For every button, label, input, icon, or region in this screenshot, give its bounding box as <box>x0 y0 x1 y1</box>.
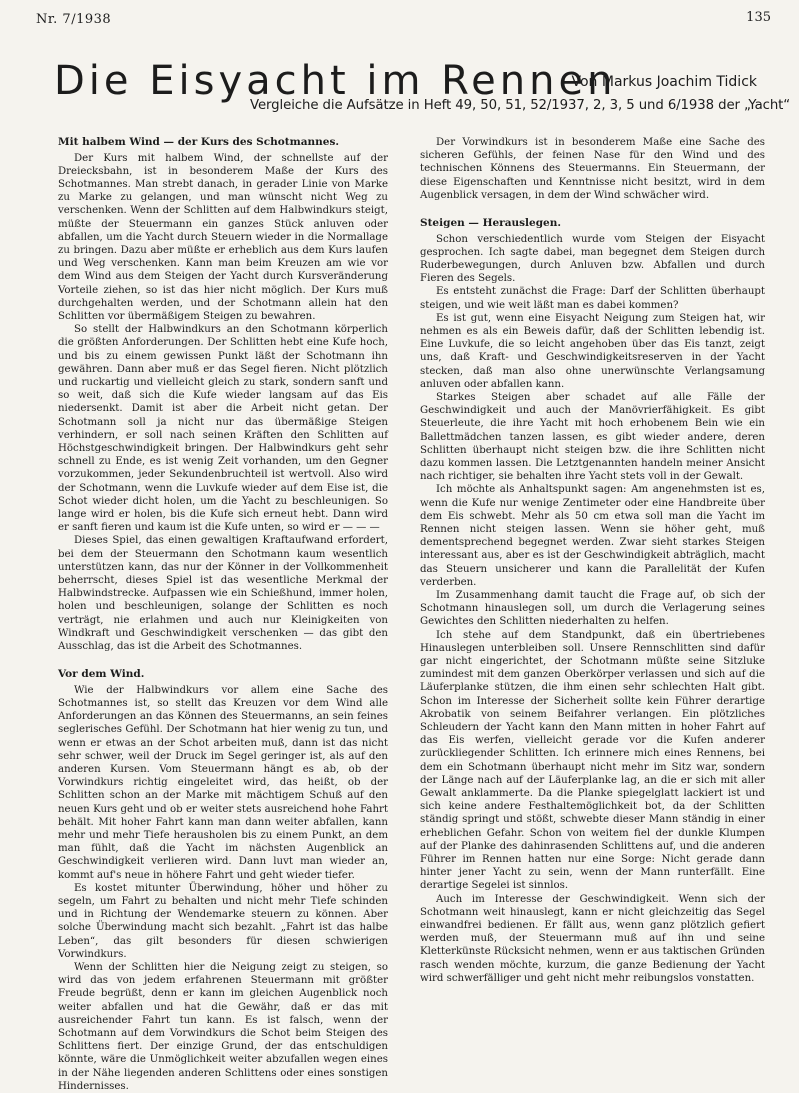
paragraph: Auch im Interesse der Geschwindigkeit. Wenn sich der Schotmann weit hinauslegt, kann er nicht gleichzeitig das Segel einwandfrei bedienen. Er fällt aus, wenn ganz plötzlich gefiert werden muß, der Steuermann muß auf ihn und seine Kletterkünste Rücksicht nehmen, wenn er aus taktischen Gründen rasch wenden möchte, kurzum, die ganze Bedienung der Yacht wird schwerfälliger und geht nicht mehr reibungslos vonstatten. <box>420 893 765 984</box>
paragraph: Wenn der Schlitten hier die Neigung zeigt zu steigen, so wird das von jedem erfahrenen Steuermann mit größter Freude begrüßt, denn er kann im gleichen Augenblick noch weiter abfallen und hat die Gewähr, daß er das mit ausreichender Fahrt tun kann. Es ist falsch, wenn der Schotmann auf dem Vorwindkurs die Schot beim Steigen des Schlittens fiert. Der einzige Grund, der das entschuldigen könnte, wäre die Unmöglichkeit weiter abzufallen wegen eines in der Nähe liegenden anderen Schlittens oder eines sonstigen Hindernisses. <box>58 961 388 1092</box>
paragraph: Der Kurs mit halbem Wind, der schnellste auf der Dreiecksbahn, ist in besonderem Maße der Kurs des Schotmannes. Man strebt danach, in gerader Linie von Marke zu Marke zu gelangen, und man wünscht nicht Weg zu verschenken. Wenn der Schlitten auf dem Halbwindkurs steigt, müßte der Steuermann ein ganzes Stück anluven oder abfallen, um die Yacht durch Steuern wieder in die Normallage zu bringen. Dazu aber müßte er erheblich aus dem Kurs laufen und Weg verschenken. Kann man beim Kreuzen am wie vor dem Wind aus dem Steigen der Yacht durch Kursveränderung Vorteile ziehen, so ist das hier nicht möglich. Der Kurs muß durchgehalten werden, und der Schotmann allein hat den Schlitten vor übermäßigem Steigen zu bewahren. <box>58 152 388 322</box>
section-heading-halbwind: Mit halbem Wind — der Kurs des Schotmannes. <box>58 136 340 148</box>
article-author: Von Markus Joachim Tidick <box>571 74 757 90</box>
issue-number: Nr. 7/1938 <box>36 12 112 27</box>
paragraph: Starkes Steigen aber schadet auf alle Fälle der Geschwindigkeit und auch der Manövrierfähigkeit. Es gibt Steuerleute, die ihre Yacht mit hoch erhobenem Bein wie ein Ballettmädchen tanzen lassen, es gibt wieder andere, deren Schlitten überhaupt nicht steigen bzw. die ihre Schlitten nicht dazu kommen lassen. Die Letztgenannten handeln meiner Ansicht nach richtiger, sie behalten ihre Yacht stets voll in der Gewalt. <box>420 391 765 483</box>
paragraph: Ich stehe auf dem Standpunkt, daß ein übertriebenes Hinauslegen unterbleiben soll. Unsere Rennschlitten sind dafür gar nicht eingerichtet, der Schotmann müßte seine Sitzluke zumindest mit dem ganzen Oberkörper verlassen und sich auf die Läuferplanke stützen, die ihm einen sehr schlechten Halt gibt. Schon im Interesse der Sicherheit sollte kein Führer derartige Akrobatik von seinem Beifahrer verlangen. Ein plötzliches Schleudern der Yacht kann den Mann mitten in hoher Fahrt auf das Eis werfen, vielleicht gerade vor die Kufen anderer zurückliegender Schlitten. Ich erinnere mich eines Rennens, bei dem ein Schotmann überhaupt nicht mehr im Sitz war, sondern der Länge nach auf der Läuferplanke lag, an die er sich mit aller Gewalt anklammerte. Da die Planke spiegelglatt lackiert ist und sich keine andere Festhaltemöglichkeit bot, da der Schlitten ständig springt und stößt, schwebte dieser Mann ständig in einer erheblichen Gefahr. Schon von weitem fiel der dunkle Klumpen auf der Planke des dahinrasenden Schlittens auf, und die anderen Führer im Rennen hatten nur eine Sorge: Nicht gerade dann hinter jener Yacht zu sein, wenn der Mann runterfällt. Eine derartige Segelei ist sinnlos. <box>420 629 765 892</box>
page-number: 135 <box>746 10 771 25</box>
paragraph: So stellt der Halbwindkurs an den Schotmann körperlich die größten Anforderungen. Der Schlitten hebt eine Kufe hoch, und bis zu einem gewissen Punkt läßt der Schotmann ihn gewähren. Dann aber muß er das Segel fieren. Nicht plötzlich und ruckartig und vielleicht gleich zu stark, sondern sanft und so weit, daß sich die Kufe wieder langsam auf das Eis niedersenkt. Damit ist aber die Arbeit nicht getan. Der Schotmann soll ja nicht nur das übermäßige Steigen verhindern, er soll nach seinen Kräften den Schlitten auf Höchstgeschwindigkeit bringen. Der Halbwindkurs geht sehr schnell zu Ende, es ist wenig Zeit vorhanden, um den Gegner vorzukommen, jeder Sekundenbruchteil ist wertvoll. Also wird der Schotmann, wenn die Luvkufe wieder auf dem Eise ist, die Schot wieder dicht holen, um die Yacht zu beschleunigen. So lange wird er holen, bis die Kufe sich erneut hebt. Dann wird er sanft fieren und kaum ist die Kufe unten, so wird er — — — <box>58 324 388 534</box>
paragraph: Ich möchte als Anhaltspunkt sagen: Am angenehmsten ist es, wenn die Kufe nur wenige Zentimeter oder eine Handbreite über dem Eis schwebt. Mehr als 50 cm etwa soll man die Yacht im Rennen nicht steigen lassen. Wenn sie höher geht, muß dementsprechend begegnet werden. Zwar sieht starkes Steigen interessant aus, aber es ist der Geschwindigkeit abträglich, macht das Steuern unsicherer und kann die Parallelität der Kufen verderben. <box>420 484 765 588</box>
section-heading-steigen: Steigen — Herauslegen. <box>420 217 562 230</box>
paragraph: Es entsteht zunächst die Frage: Darf der Schlitten überhaupt steigen, und wie weit läßt man es dabei kommen? <box>420 286 765 311</box>
article-title: Die Eisyacht im Rennen <box>54 58 617 104</box>
section-heading-vorwind: Vor dem Wind. <box>58 668 145 681</box>
paragraph: Der Vorwindkurs ist in besonderem Maße eine Sache des sicheren Gefühls, der feinen Nase für den Wind und des technischen Könnens des Steuermanns. Ein Steuermann, der diese Eigenschaften und Kenntnisse nicht besitzt, wird in dem Augenblick versagen, in dem der Wind schwächer wird. <box>420 137 765 201</box>
section-gap <box>58 653 388 668</box>
paragraph: Es ist gut, wenn eine Eisyacht Neigung zum Steigen hat, wir nehmen es als ein Beweis dafür, daß der Schlitten lebendig ist. Eine Luvkufe, die so leicht angehoben über das Eis tanzt, zeigt uns, daß Kraft- und Geschwindigkeitsreserven in der Yacht stecken, daß man also ohne unerwünschte Verlangsamung anluven oder abfallen kann. <box>420 312 765 390</box>
text-column-left <box>58 136 388 1093</box>
text-column-right <box>420 136 765 985</box>
article-subtitle: Vergleiche die Aufsätze in Heft 49, 50, 51, 52/1937, 2, 3, 5 und 6/1938 der „Yacht“ <box>250 98 791 113</box>
paragraph: Dieses Spiel, das einen gewaltigen Kraftaufwand erfordert, bei dem der Steuermann den Schotmann kaum wesentlich unterstützen kann, das nur der Könner in der Vollkommenheit beherrscht, dieses Spiel ist das wesentliche Merkmal der Halbwindstrecke. Aufpassen wie ein Schießhund, immer holen, holen und beschleunigen, solange der Schlitten es noch verträgt, nie erlahmen und auch nur Kleinigkeiten von Windkraft und Geschwindigkeit verschenken — das gibt den Ausschlag, das ist die Arbeit des Schotmannes. <box>58 535 388 653</box>
paragraph: Es kostet mitunter Überwindung, höher und höher zu segeln, um Fahrt zu behalten und nicht mehr Tiefe schinden und in Richtung der Wendemarke steuern zu können. Aber solche Überwindung macht sich bezahlt. „Fahrt ist das halbe Leben“, das gilt besonders für diesen schwierigen Vorwindkurs. <box>58 882 388 960</box>
paragraph: Schon verschiedentlich wurde vom Steigen der Eisyacht gesprochen. Ich sagte dabei, man begegnet dem Steigen durch Ruderbewegungen, durch Anluven bzw. Abfallen und durch Fieren des Segels. <box>420 233 765 285</box>
paragraph: Im Zusammenhang damit taucht die Frage auf, ob sich der Schotmann hinauslegen soll, um durch die Verlagerung seines Gewichtes den Schlitten niederhalten zu helfen. <box>420 590 765 628</box>
paragraph: Wie der Halbwindkurs vor allem eine Sache des Schotmannes ist, so stellt das Kreuzen vor dem Wind alle Anforderungen an das Können des Steuermanns, an sein feines seglerisches Gefühl. Der Schotmann hat hier wenig zu tun, und wenn er etwas an der Schot arbeiten muß, dann ist das nicht sehr schwer, weil der Druck im Segel geringer ist, als auf den anderen Kursen. Vom Steuermann hängt es ab, ob der Vorwindkurs richtig eingeleitet wird, das heißt, ob der Schlitten schon an der Marke mit mächtigem Schuß auf den neuen Kurs geht und ob er weiter stets ausreichend hohe Fahrt behält. Mit hoher Fahrt kann man dann weiter abfallen, kann mehr und mehr Tiefe herausholen bis zu einem Punkt, an dem man fühlt, daß die Yacht im nächsten Augenblick an Geschwindigkeit verlieren wird. Dann luvt man wieder an, kommt auf's neue in höhere Fahrt und geht wieder tiefer. <box>58 684 388 881</box>
section-gap <box>420 202 765 217</box>
